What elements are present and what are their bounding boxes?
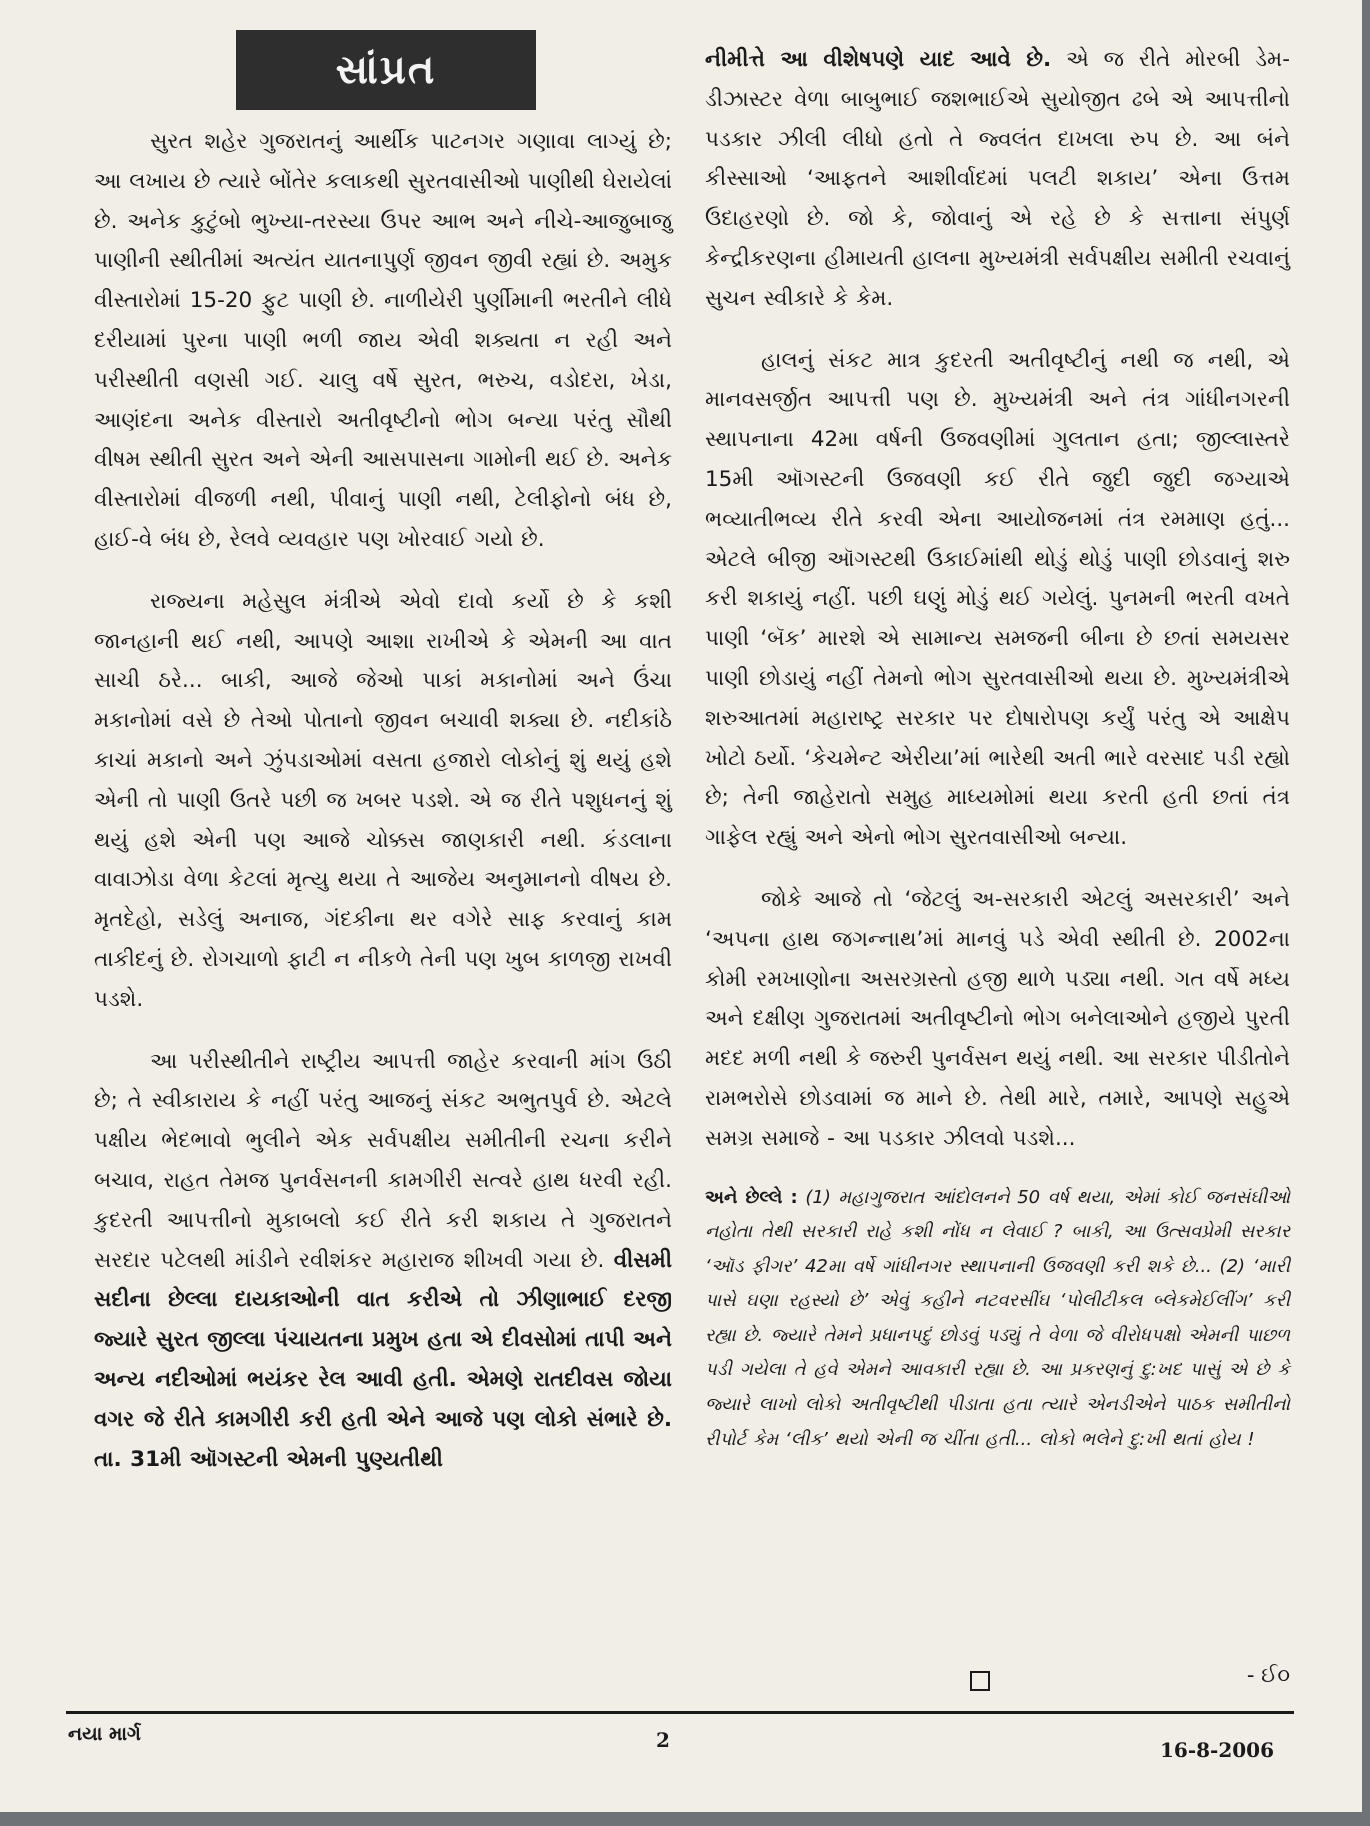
page-number: 2 <box>656 1728 670 1752</box>
paragraph-text: એ જ રીતે મોરબી ડેમ-ડીઝાસ્ટર વેળા બાબુભાઈ જશભાઈએ સુયોજીત ઢબે એ આપત્તીનો પડકાર ઝીલી લીધો હતો તે જ્વલંત દાખલા રુપ છે. આ બંને કીસ્સાઓ ‘આફતને આશીર્વાદમાં પલટી શકાય’ એના ઉત્તમ ઉદાહરણો છે. જો કે, જોવાનું એ રહે છે કે સત્તાના સંપુર્ણ કેન્દ્રીકરણના હીમાયતી હાલના મુખ્યમંત્રી સર્વપક્ષીય સમીતી રચવાનું સુચન સ્વીકારે કે કેમ. <box>705 47 1290 311</box>
paragraph <box>705 40 1290 319</box>
closing-note <box>705 1181 1290 1458</box>
article-end <box>970 1663 1290 1697</box>
paragraph: રાજ્યના મહેસુલ મંત્રીએ એવો દાવો કર્યો છે કે કશી જાનહાની થઈ નથી, આપણે આશા રાખીએ કે એમની આ વાત સાચી ઠરે... બાકી, આજે જેઓ પાકાં મકાનોમાં અને ઉંચા મકાનોમાં વસે છે તેઓ પોતાનો જીવન બચાવી શક્યા છે. નદીકાંઠે કાચાં મકાનો અને ઝુંપડાઓમાં વસતા હજારો લોકોનું શું થયું હશે એની તો પાણી ઉતરે પછી જ ખબર પડશે. એ જ રીતે પશુધનનું શું થયું હશે એની પણ આજે ચોક્કસ જાણકારી નથી. કંડલાના વાવાઝોડા વેળા કેટલાં મૃત્યુ થયા તે આજેય અનુમાનનો વીષય છે. મૃતદેહો, સડેલું અનાજ, ગંદકીના થર વગેરે સાફ કરવાનું કામ તાકીદનું છે. રોગચાળો ફાટી ન નીકળે તેની પણ ખુબ કાળજી રાખવી પડશે. <box>94 588 672 1012</box>
footer-divider <box>66 1711 1294 1714</box>
right-column <box>705 40 1290 1457</box>
author-signature: - ઈ૦ <box>1246 1663 1290 1687</box>
issue-date: 16-8-2006 <box>1160 1738 1275 1762</box>
section-title: સાંપ્રત <box>236 30 536 110</box>
note-text: (1) મહાગુજરાત આંદોલનને 50 વર્ષ થયા, એમાં કોઈ જનસંઘીઓ નહોતા તેથી સરકારી રાહે કશી નોંધ ન લેવાઈ ? બાકી, આ ઉત્સવપ્રેમી સરકાર ‘ઑડ ફીગર’ 42મા વર્ષે ગાંધીનગર સ્થાપનાની ઉજવણી કરી શકે છે... (2) ‘મારી પાસે ઘણા રહસ્યો છે’ એવું કહીને નટવરસીંઘ ‘પોલીટીકલ બ્લેકમેઈલીંગ’ કરી રહ્યા છે. જ્યારે તેમને પ્રધાનપદું છોડવું પડ્યું તે વેળા જે વીરોધપક્ષો એમની પાછળ પડી ગયેલા તે હવે એમને આવકારી રહ્યા છે. આ પ્રકરણનું દુ:ખદ પાસું એ છે કે જ્યારે લાખો લોકો અતીવૃષ્ટીથી પીડાતા હતા ત્યારે એનડીએને પાઠક સમીતીનો રીપોર્ટ કેમ ‘લીક’ થયો એની જ ચીંતા હતી... લોકો ભલેને દુ:ખી થતાં હોય ! <box>705 1186 1291 1450</box>
paragraph: સુરત શહેર ગુજરાતનું આર્થીક પાટનગર ગણાવા લાગ્યું છે; આ લખાય છે ત્યારે બોંતેર કલાકથી સુરતવાસીઓ પાણીથી ઘેરાયેલાં છે. અનેક કુટુંબો ભુખ્યા-તરસ્યા ઉપર આભ અને નીચે-આજુબાજુ પાણીની સ્થીતીમાં અત્યંત યાતનાપુર્ણ જીવન જીવી રહ્યાં છે. અમુક વીસ્તારોમાં 15-20 ફુટ પાણી છે. નાળીયેરી પુર્ણીમાની ભરતીને લીધે દરીયામાં પુરના પાણી ભળી જાય એવી શક્યતા ન રહી અને પરીસ્થીતી વણસી ગઈ. ચાલુ વર્ષે સુરત, ભરુચ, વડોદરા, ખેડા, આણંદના અનેક વીસ્તારો અતીવૃષ્ટીનો ભોગ બન્યા પરંતુ સૌથી વીષમ સ્થીતી સુરત અને એની આસપાસના ગામોની થઈ છે. અનેક વીસ્તારોમાં વીજળી નથી, પીવાનું પાણી નથી, ટેલીફોનો બંધ છે, હાઈ-વે બંધ છે, રેલવે વ્યવહાર પણ ખોરવાઈ ગયો છે. <box>94 129 672 552</box>
bold-text: નીમીત્તે આ વીશેષપણે યાદ આવે છે. <box>705 47 1052 72</box>
left-column <box>94 122 672 1479</box>
note-lead: અને છેલ્લે : <box>705 1186 798 1208</box>
bold-text: વીસમી સદીના છેલ્લા દાયકાઓની વાત કરીએ તો ઝીણાભાઈ દરજી જ્યારે સુરત જીલ્લા પંચાયતના પ્રમુખ હતા એ દીવસોમાં તાપી અને અન્ય નદીઓમાં ભયંકર રેલ આવી હતી. એમણે રાતદીવસ જોયા વગર જે રીતે કામગીરી કરી હતી એને આજે પણ લોકો સંભારે છે. તા. 31મી ઑગસ્ટની એમની પુણ્યતીથી <box>94 1247 672 1472</box>
paragraph: હાલનું સંકટ માત્ર કુદરતી અતીવૃષ્ટીનું નથી જ નથી, એ માનવસર્જીત આપત્તી પણ છે. મુખ્યમંત્રી અને તંત્ર ગાંધીનગરની સ્થાપનાના 42મા વર્ષની ઉજવણીમાં ગુલતાન હતા; જીલ્લાસ્તરે 15મી ઑગસ્ટની ઉજવણી કઈ રીતે જુદી જુદી જગ્યાએ ભવ્યાતીભવ્ય રીતે કરવી એના આયોજનમાં તંત્ર રમમાણ હતું... એટલે બીજી ઑગસ્ટથી ઉકાઈમાંથી થોડું થોડું પાણી છોડવાનું શરુ કરી શકાયું નહીં. પછી ઘણું મોડું થઈ ગયેલું. પુનમની ભરતી વખતે પાણી ‘બૅક’ મારશે એ સામાન્ય સમજની બીના છે છતાં સમયસર પાણી છોડાયું નહીં તેમનો ભોગ સુરતવાસીઓ થયા છે. મુખ્યમંત્રીએ શરુઆતમાં મહારાષ્ટ્ર સરકાર પર દોષારોપણ કર્યું પરંતુ એ આક્ષેપ ખોટો ઠર્યો. ‘કેચમેન્ટ એરીયા’માં ભારેથી અતી ભારે વરસાદ પડી રહ્યો છે; તેની જાહેરાતો સમુહ માધ્યમોમાં થયા કરતી હતી છતાં તંત્ર ગાફેલ રહ્યું અને એનો ભોગ સુરતવાસીઓ બન્યા. <box>705 347 1290 851</box>
paragraph: જોકે આજે તો ‘જેટલું અ-સરકારી એટલું અસરકારી’ અને ‘અપના હાથ જગન્નાથ’માં માનવું પડે એવી સ્થીતી છે. 2002ના કોમી રમખાણોના અસરગ્રસ્તો હજી થાળે પડ્યા નથી. ગત વર્ષે મધ્ય અને દક્ષીણ ગુજરાતમાં અતીવૃષ્ટીનો ભોગ બનેલાઓને હજીયે પુરતી મદદ મળી નથી કે જરુરી પુનર્વસન થયું નથી. આ સરકાર પીડીતોને રામભરોસે છોડવામાં જ માને છે. તેથી મારે, તમારે, આપણે સહુએ સમગ્ર સમાજે - આ પડકાર ઝીલવો પડશે... <box>705 886 1290 1151</box>
publication-name: નયા માર્ગ <box>68 1723 141 1745</box>
paragraph <box>94 1042 672 1480</box>
paragraph-text: આ પરીસ્થીતીને રાષ્ટ્રીય આપત્તી જાહેર કરવાની માંગ ઉઠી છે; તે સ્વીકારાય કે નહીં પરંતુ આજનું સંકટ અભુતપુર્વ છે. એટલે પક્ષીય ભેદભાવો ભુલીને એક સર્વપક્ષીય સમીતીની રચના કરીને બચાવ, રાહત તેમજ પુનર્વસનની કામગીરી સત્વરે હાથ ધરવી રહી. કુદરતી આપત્તીનો મુકાબલો કઈ રીતે કરી શકાય તે ગુજરાતને સરદાર પટેલથી માંડીને રવીશંકર મહારાજ શીખવી ગયા છે. <box>94 1048 672 1273</box>
end-mark-icon <box>970 1671 990 1691</box>
